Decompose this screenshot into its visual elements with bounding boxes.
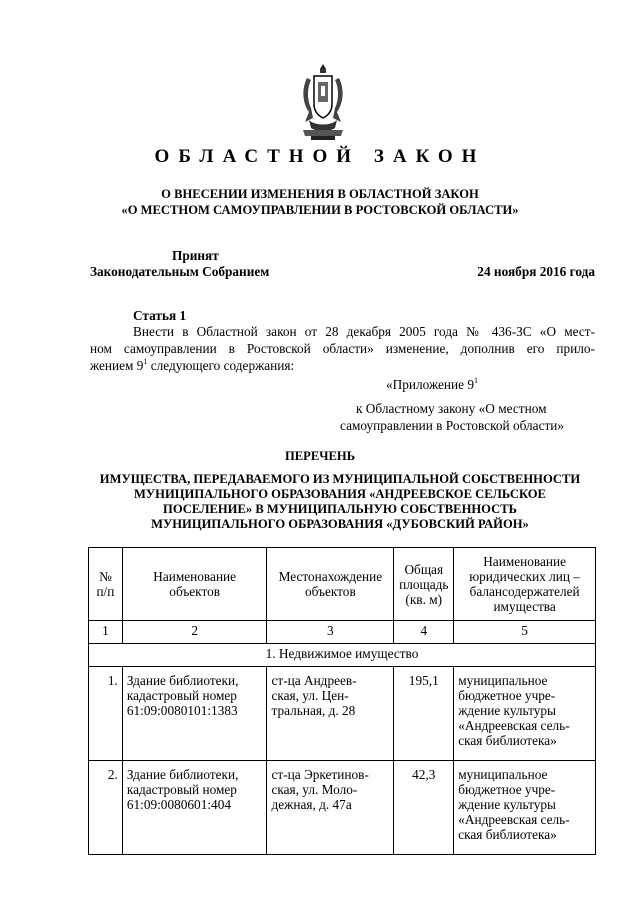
header-text: объектов xyxy=(305,584,356,599)
property-table xyxy=(88,547,596,855)
column-number: 1 xyxy=(89,621,123,644)
header-text: имущества xyxy=(493,599,556,614)
cell-line: муниципальное xyxy=(458,767,548,782)
cell-line: кадастровый номер xyxy=(126,688,237,703)
header-text: № xyxy=(99,569,112,584)
header-text: юридических лиц – xyxy=(469,569,581,584)
cell-line: ская, ул. Цен- xyxy=(271,688,349,703)
row-holder xyxy=(454,761,596,855)
cell-line: кадастровый номер xyxy=(126,782,237,797)
header-cell-number xyxy=(89,548,123,621)
cell-line: 61:09:0080101:1383 xyxy=(126,703,238,718)
article-line: Внести в Областной закон от 28 декабря 2005 года № 436-ЗС «О мест- xyxy=(133,324,595,339)
list-heading: ПЕРЕЧЕНЬ xyxy=(284,449,356,463)
list-subheading-line: МУНИЦИПАЛЬНОГО ОБРАЗОВАНИЯ «АНДРЕЕВСКОЕ СЕЛЬСКОЕ xyxy=(134,487,546,501)
header-text: площадь xyxy=(399,576,449,592)
list-subheading-line: ПОСЕЛЕНИЕ» В МУНИЦИПАЛЬНУЮ СОБСТВЕННОСТЬ xyxy=(163,502,517,516)
header-text: Местонахождение xyxy=(278,569,383,584)
header-text: п/п xyxy=(96,584,115,599)
row-name xyxy=(122,667,267,761)
article-heading: Статья 1 xyxy=(133,308,187,323)
cell-line: ская, ул. Моло- xyxy=(271,782,358,797)
header-text: объектов xyxy=(169,584,221,599)
article-body xyxy=(90,323,595,374)
row-area: 42,3 xyxy=(394,761,454,855)
row-index: 2. xyxy=(89,761,123,855)
list-subheading xyxy=(80,472,600,532)
header-cell-location xyxy=(267,548,394,621)
coat-of-arms-emblem xyxy=(297,60,349,144)
table-header-row xyxy=(89,548,596,621)
list-subheading-line: МУНИЦИПАЛЬНОГО ОБРАЗОВАНИЯ «ДУБОВСКИЙ РАЙОН» xyxy=(151,517,529,531)
header-text: (кв. м) xyxy=(405,591,443,607)
cell-line: «Андреевская сель- xyxy=(458,812,570,827)
column-number: 4 xyxy=(394,621,454,644)
table-row xyxy=(89,667,596,761)
cell-line: ская библиотека» xyxy=(458,733,557,748)
cell-line: ждение культуры xyxy=(458,797,556,812)
column-number: 2 xyxy=(122,621,267,644)
appendix-label-text: «Приложение 9 xyxy=(386,377,474,392)
appendix-ref-line: самоуправлении в Ростовской области» xyxy=(340,418,565,433)
law-subtitle-line: «О МЕСТНОМ САМОУПРАВЛЕНИИ В РОСТОВСКОЙ ОБЛАСТИ» xyxy=(121,203,519,217)
article-text: следующего содержания: xyxy=(147,358,295,373)
row-name xyxy=(122,761,267,855)
header-cell-name xyxy=(122,548,267,621)
adoption-block xyxy=(90,248,595,280)
cell-line: Здание библиотеки, xyxy=(126,767,239,782)
column-number: 3 xyxy=(267,621,394,644)
row-holder xyxy=(454,667,596,761)
adopted-by: Законодательным Собранием xyxy=(90,264,270,279)
column-number: 5 xyxy=(454,621,596,644)
superscript: 1 xyxy=(474,376,478,385)
table-section-row xyxy=(89,644,596,667)
appendix-ref-line: к Областному закону «О местном xyxy=(356,401,547,416)
cell-line: ждение культуры xyxy=(458,703,556,718)
table-row xyxy=(89,761,596,855)
section-title: 1. Недвижимое имущество xyxy=(89,644,596,667)
superscript: 1 xyxy=(143,357,148,366)
cell-line: 61:09:0080601:404 xyxy=(126,797,231,812)
header-text: Наименование xyxy=(483,554,567,569)
appendix-label xyxy=(340,376,600,393)
appendix-ref xyxy=(340,400,600,434)
cell-line: тральная, д. 28 xyxy=(271,703,356,718)
header-cell-holder xyxy=(454,548,596,621)
cell-line: муниципальное xyxy=(458,673,548,688)
table-column-number-row xyxy=(89,621,596,644)
adopted-date: 24 ноября 2016 года xyxy=(477,264,595,279)
list-subheading-line: ИМУЩЕСТВА, ПЕРЕДАВАЕМОГО ИЗ МУНИЦИПАЛЬНОЙ СОБСТВЕННОСТИ xyxy=(99,472,581,486)
cell-line: Здание библиотеки, xyxy=(126,673,239,688)
cell-line: ст-ца Андреев- xyxy=(271,673,357,688)
article-line-last xyxy=(90,357,595,374)
cell-line: бюджетное учре- xyxy=(458,782,556,797)
header-text: Общая xyxy=(404,561,444,577)
article-text: жением 9 xyxy=(90,358,144,373)
row-area: 195,1 xyxy=(394,667,454,761)
law-subtitle xyxy=(0,186,640,218)
adopted-label: Принят xyxy=(172,248,219,263)
appendix-block xyxy=(340,376,600,434)
law-subtitle-line: О ВНЕСЕНИИ ИЗМЕНЕНИЯ В ОБЛАСТНОЙ ЗАКОН xyxy=(161,187,479,201)
header-text: Наименование xyxy=(153,569,237,584)
cell-line: «Андреевская сель- xyxy=(458,718,570,733)
cell-line: дежная, д. 47а xyxy=(271,797,352,812)
cell-line: ская библиотека» xyxy=(458,827,557,842)
cell-line: ст-ца Эркетинов- xyxy=(271,767,369,782)
header-text: балансодержателей xyxy=(469,584,580,599)
cell-line: бюджетное учре- xyxy=(458,688,556,703)
law-title: ОБЛАСТНОЙ ЗАКОН xyxy=(154,146,486,167)
article-line: ном самоуправлении в Ростовской области» изменение, дополнив его прило- xyxy=(90,341,595,356)
row-index: 1. xyxy=(89,667,123,761)
header-cell-area xyxy=(394,548,454,621)
row-location xyxy=(267,667,394,761)
row-location xyxy=(267,761,394,855)
